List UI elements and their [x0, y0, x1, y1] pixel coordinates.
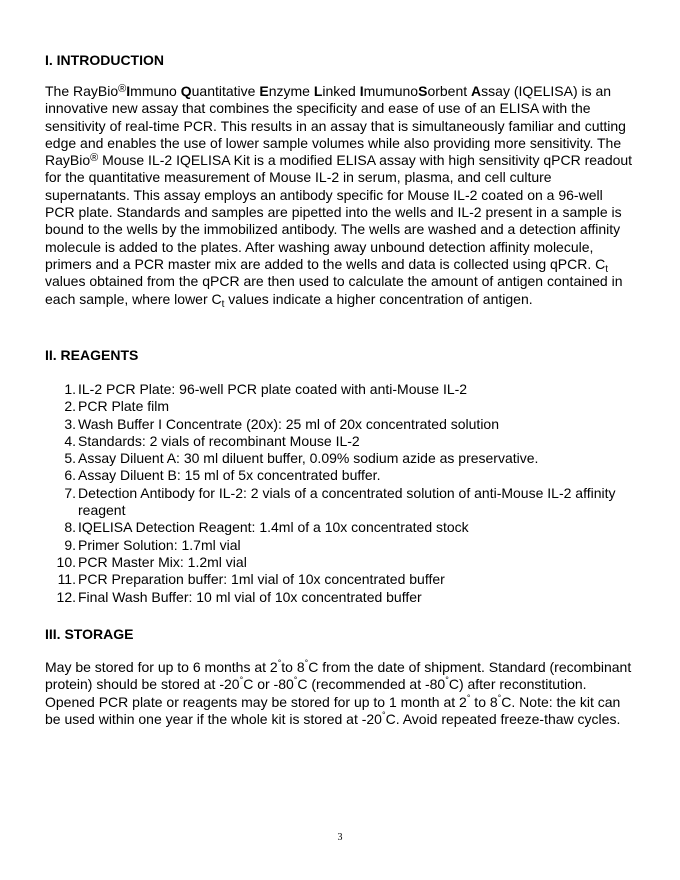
introduction-heading: I. INTRODUCTION — [45, 52, 164, 68]
list-item: 5. Assay Diluent A: 30 ml diluent buffer, 0.09% sodium azide as preservative. — [64, 450, 539, 467]
list-item: 9. Primer Solution: 1.7ml vial — [64, 536, 241, 553]
list-item: 10. PCR Master Mix: 1.2ml vial — [56, 553, 247, 570]
storage-paragraph: May be stored for up to 6 months at 2°to 8°C from the date of shipment. Standard (recombinant protein) should be stored at -20°C or -80°C (recommended at -80°C) after reconstitution. Opened PCR plate or reagents may be stored for up to 1 month at 2° to 8°C. Note: the kit can be used within one year if the whole kit is stored at -20°C. Avoid repeated freeze-thaw cycles. — [45, 658, 632, 727]
list-item: 6. Assay Diluent B: 15 ml of 5x concentrated buffer. — [64, 467, 381, 484]
list-item: 2. PCR Plate film — [64, 398, 170, 415]
list-item: 3. Wash Buffer I Concentrate (20x): 25 ml of 20x concentrated solution — [64, 415, 499, 432]
introduction-paragraph: The RayBio®Immuno Quantitative Enzyme Linked ImumunoSorbent Assay (IQELISA) is an innovative new assay that combines the specificity and ease of use of an ELISA with the sensitivity of real-time PCR. This results in an assay that is simultaneously familiar and cutting edge and enables the use of lower sample volumes while also providing more sensitivity. The RayBio® Mouse IL-2 IQELISA Kit is a modified ELISA assay with high sensitivity qPCR readout for the quantitative measurement of Mouse IL-2 in serum, plasma, and cell culture supernatants. This assay employs an antibody specific for Mouse IL-2 coated on a 96-well PCR plate. Standards and samples are pipetted into the wells and IL-2 present in a sample is bound to the wells by the immobilized antibody. The wells are washed and a detection affinity molecule is added to the plates. After washing away unbound detection affinity molecule, primers and a PCR master mix are added to the wells and data is collected using qPCR. $C_t$ values obtained from the qPCR are then used to calculate the amount of antigen contained in each sample, where lower $C_t$ values indicate a higher concentration of antigen. — [45, 83, 633, 310]
list-item: 12. Final Wash Buffer: 10 ml vial of 10x concentrated buffer — [56, 588, 422, 605]
list-item: 8. IQELISA Detection Reagent: 1.4ml of a 10x concentrated stock — [64, 519, 469, 536]
reagents-heading: II. REAGENTS — [45, 347, 139, 363]
list-item: 7. Detection Antibody for IL-2: 2 vials of a concentrated solution of anti-Mouse IL-2 affinity reagent — [64, 484, 616, 519]
storage-heading: III. STORAGE — [45, 626, 134, 642]
list-item: 11. PCR Preparation buffer: 1ml vial of 10x concentrated buffer — [57, 571, 445, 588]
list-item: 4. Standards: 2 vials of recombinant Mouse IL-2 — [64, 432, 360, 449]
list-item: 1. IL-2 PCR Plate: 96-well PCR plate coated with anti-Mouse IL-2 — [64, 381, 468, 397]
page-number: 3 — [337, 832, 343, 843]
reagents-list — [45, 381, 635, 606]
